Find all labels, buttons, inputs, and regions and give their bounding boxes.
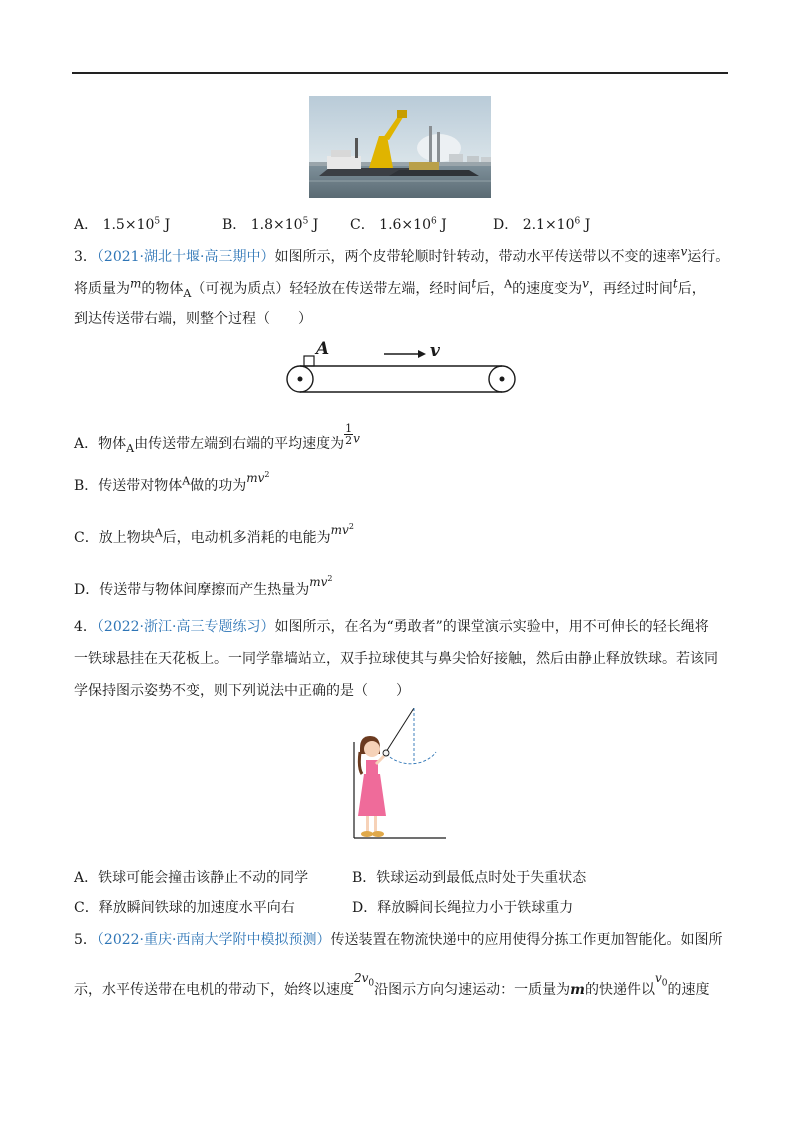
q3-option-b-label: B． <box>74 478 99 494</box>
girl-shoe-right <box>372 831 384 837</box>
q4-text-1: 如图所示，在名为“勇敢者”的课堂演示实验中，用不可伸长的轻长绳将 <box>274 619 709 635</box>
q2-option-b-exponent: 5 <box>302 216 309 227</box>
q4-option-b <box>352 871 586 885</box>
q5-line-2 <box>74 972 710 997</box>
q5-var-2v0-main: 2v <box>354 971 369 985</box>
q3-var-v: v <box>680 244 688 259</box>
q3-text-1-end: 运行。 <box>687 249 730 265</box>
q4-line-1 <box>74 620 709 634</box>
q3-option-a-obj: A <box>126 441 135 455</box>
q5-line-1 <box>74 933 722 947</box>
q4-option-c-text: C．释放瞬间铁球的加速度水平向右 <box>74 900 295 916</box>
q3-text-2g: 后， <box>677 281 706 297</box>
q4-text-2: 一铁球悬挂在天花板上。一同学靠墙站立，双手拉球使其与鼻尖恰好接触，然后由静止释放铁球。若该同 <box>74 651 718 667</box>
q2-option-c-label: C． <box>350 217 375 233</box>
q3-option-c-obj: A <box>154 526 163 540</box>
q2-option-c <box>350 218 447 232</box>
q4-source: （2022·浙江·高三专题练习） <box>96 619 275 635</box>
q3-option-a-var: v <box>353 431 360 446</box>
q3-option-a <box>74 422 360 455</box>
conveyor-figure-svg <box>284 338 520 398</box>
q3-option-b-expr <box>246 471 269 485</box>
q2-option-b-label: B． <box>222 217 247 233</box>
q3-option-c-pre: 放上物块 <box>98 530 155 546</box>
q3-option-d-label: D． <box>74 582 100 598</box>
q5-var-v0-main: v <box>654 971 662 985</box>
q5-var-v0-sub: 0 <box>661 978 668 989</box>
q4-line-3 <box>74 684 410 698</box>
q5-var-2v0 <box>354 971 375 989</box>
q5-number: 5． <box>74 932 97 948</box>
q2-option-d-unit: J <box>584 217 591 233</box>
q2-option-a-unit: J <box>164 217 171 233</box>
q3-line-3 <box>74 312 312 326</box>
q3-var-a2: A <box>504 277 513 291</box>
q4-option-c <box>74 901 295 915</box>
q3-number: 3． <box>74 249 97 265</box>
swing-path <box>386 752 436 764</box>
rope-line <box>386 708 414 752</box>
q2-option-d-exponent: 6 <box>574 216 581 227</box>
q3-text-2e: 的速度变为 <box>512 281 583 297</box>
q2-option-b-unit: J <box>312 217 319 233</box>
q5-var-v0 <box>654 971 668 989</box>
q3-var-t2: t <box>672 276 678 291</box>
q4-option-a <box>74 871 308 885</box>
girl-dress <box>358 774 386 816</box>
q2-option-b-mantissa: 1.8×10 <box>250 217 303 233</box>
q3-option-a-pre: 物体 <box>98 436 127 452</box>
q3-source: （2021·湖北十堰·高三期中） <box>96 249 275 265</box>
girl-shoe-left <box>361 831 373 837</box>
q3-var-v2: v <box>582 276 589 291</box>
girl-face <box>364 741 380 757</box>
q4-line-2 <box>74 652 718 666</box>
q5-var-2v0-sub: 0 <box>368 978 375 989</box>
q2-option-a-mantissa: 1.5×10 <box>102 217 155 233</box>
q4-option-b-text: B．铁球运动到最低点时处于失重状态 <box>352 870 587 886</box>
q2-option-c-mantissa: 1.6×10 <box>379 217 431 233</box>
q3-var-t: t <box>471 276 477 291</box>
object-a-box <box>304 356 314 366</box>
q5-source: （2022·重庆·西南大学附中模拟预测） <box>96 932 331 948</box>
q2-option-d <box>493 218 590 232</box>
q3-option-c-label: C． <box>74 530 99 546</box>
q3-option-d-expr-exp: 2 <box>327 574 333 583</box>
q2-option-d-label: D． <box>493 217 519 233</box>
q3-option-c-post: 后，电动机多消耗的电能为 <box>162 530 331 546</box>
q3-text-3: 到达传送带右端，则整个过程（ ） <box>74 311 312 327</box>
pendulum-figure-svg <box>352 708 448 842</box>
pendulum-figure <box>352 708 448 842</box>
q3-option-b-post: 做的功为 <box>190 478 247 494</box>
q3-option-c <box>74 522 354 546</box>
fig-label-a: A <box>316 339 330 359</box>
q2-option-a-label: A． <box>74 217 99 233</box>
q2-option-c-exponent: 6 <box>430 216 437 227</box>
q2-option-c-unit: J <box>441 217 447 233</box>
q4-text-3: 学保持图示姿势不变，则下列说法中正确的是（ ） <box>74 683 410 699</box>
q3-var-a: A <box>183 286 192 300</box>
q4-option-d <box>352 901 573 915</box>
q3-line-1 <box>74 244 730 265</box>
q4-number: 4． <box>74 619 97 635</box>
q3-option-a-denominator: 2 <box>345 434 353 447</box>
q3-option-a-numerator: 1 <box>345 422 353 435</box>
q3-text-1: 如图所示，两个皮带轮顺时针转动，带动水平传送带以不变的速率 <box>274 249 681 265</box>
q3-option-d-expr-text: mv <box>309 575 328 589</box>
dredger-photo-svg <box>309 96 491 198</box>
q3-text-2f: ，再经过时间 <box>588 281 673 297</box>
q3-text-2c: （可视为质点）轻轻放在传送带左端，经时间 <box>191 281 472 297</box>
q2-option-b <box>222 218 318 232</box>
conveyor-figure <box>284 338 520 398</box>
q3-text-2a: 将质量为 <box>74 281 130 297</box>
q2-option-a <box>74 218 170 232</box>
q3-text-2b: 的物体 <box>141 281 184 297</box>
q3-option-c-expr-exp: 2 <box>348 522 354 531</box>
dredger-photo <box>309 96 491 198</box>
q3-option-a-post: 由传送带左端到右端的平均速度为 <box>134 436 345 452</box>
q3-option-d-pre: 传送带与物体间摩擦而产生热量为 <box>99 582 310 598</box>
q3-option-b-obj: A <box>182 474 191 488</box>
fig-label-v: v <box>430 341 440 361</box>
q5-text-1: 传送装置在物流快递中的应用使得分拣工作更加智能化。如图所 <box>330 932 723 948</box>
q3-option-a-fraction <box>344 423 353 446</box>
q5-text-2d: 的速度 <box>667 982 710 998</box>
q5-text-2c: 的快递件以 <box>584 982 655 998</box>
q2-option-d-mantissa: 2.1×10 <box>522 217 575 233</box>
q3-option-b-expr-text: mv <box>246 471 265 485</box>
q3-option-b-pre: 传送带对物体 <box>98 478 183 494</box>
q5-text-2b: 沿图示方向匀速运动：一质量为 <box>374 982 571 998</box>
q5-text-2a: 示，水平传送带在电机的带动下，始终以速度 <box>74 982 354 998</box>
q3-option-b-expr-exp: 2 <box>264 470 270 479</box>
q4-option-a-text: A．铁球可能会撞击该静止不动的同学 <box>74 870 309 886</box>
q3-option-d-expr <box>309 575 332 589</box>
q2-option-a-exponent: 5 <box>154 216 161 227</box>
q3-var-m: m <box>130 276 142 291</box>
q3-option-c-expr-text: mv <box>330 523 349 537</box>
q4-option-d-text: D．释放瞬间长绳拉力小于铁球重力 <box>352 900 574 916</box>
q3-option-b <box>74 470 270 494</box>
q3-option-a-label: A． <box>74 436 99 452</box>
q3-option-d <box>74 574 333 598</box>
q3-text-2d: 后， <box>476 281 505 297</box>
q3-option-c-expr <box>331 523 354 537</box>
iron-ball <box>383 750 389 756</box>
q5-var-m: m <box>570 982 585 998</box>
header-rule <box>72 72 728 74</box>
q3-line-2 <box>74 276 706 300</box>
